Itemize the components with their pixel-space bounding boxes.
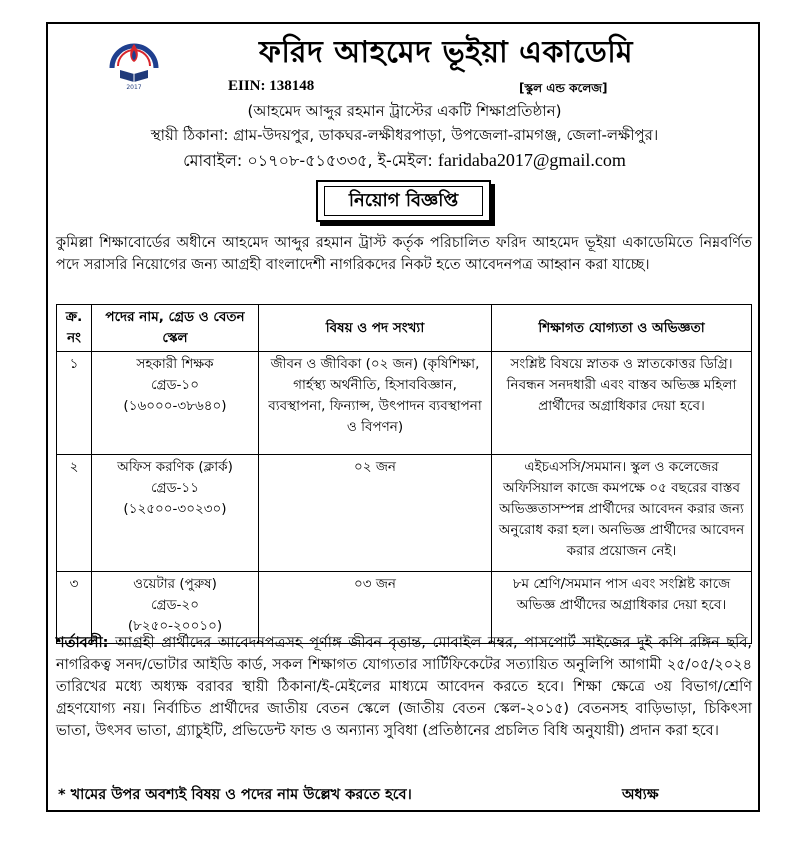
row-post-cell xyxy=(92,455,259,572)
intro-paragraph: কুমিল্লা শিক্ষাবোর্ডের অধীনে আহমেদ আব্দুর রহমান ট্রাস্ট কর্তৃক পরিচালিত ফরিদ আহমেদ ভূইয়া একাডেমিতে নিম্নবর্ণিত পদে সরাসরি নিয়োগের জন্য আগ্রহী বাংলাদেশী নাগরিকদের নিকট হতে আবেদনপত্র আহ্বান করা যাচ্ছে। xyxy=(56,235,752,273)
table-row xyxy=(57,455,752,572)
terms-label: শর্তাবলী: xyxy=(56,635,109,651)
post-grade: গ্রেড-২০ xyxy=(151,597,199,613)
post-scale: (১২৫০০-৩০২৩০) xyxy=(123,501,227,517)
notice-title: নিয়োগ বিজ্ঞপ্তি xyxy=(324,186,483,216)
post-grade: গ্রেড-১০ xyxy=(151,377,199,393)
header-subject: বিষয় ও পদ সংখ্যা xyxy=(259,305,492,352)
terms-text: আগ্রহী প্রার্থীদের আবেদনপত্রসহ পূর্ণাঙ্গ জীবন বৃত্তান্ত, মোবাইল নম্বর, পাসপোর্ট সাইজের দুই কপি রঙ্গিন ছবি, নাগরিকত্ব সনদ/ভোটার আইডি কার্ড, সকল শিক্ষাগত যোগ্যতার সার্টিফিকেটের সত্যায়িত অনুলিপি আগামী ২৫/০৫/২০২৪ তারিখের মধ্যে অধ্যক্ষ বরাবর স্থায়ী ঠিকানা/ই-মেইলের মাধ্যমে আবেদন করতে হবে। শিক্ষা ক্ষেত্রে ৩য় বিভাগ/শ্রেণি গ্রহণযোগ্য নয়। নির্বাচিত প্রার্থীদের জাতীয় বেতন স্কেলে (জাতীয় বেতন স্কেল-২০১৫) বেতনসহ বাড়িভাড়া, চিকিৎসা ভাতা, উৎসব ভাতা, গ্র্যাচুইটি, প্রভিডেন্ট ফান্ড ও অন্যান্য সুবিধা (প্রতিষ্ঠানের প্রচলিত বিধি অনুযায়ী) প্রদান করা হবে। xyxy=(56,635,753,739)
vacancy-table xyxy=(56,304,752,644)
row-qualification: ৮ম শ্রেণি/সমমান পাস এবং সংশ্লিষ্ট কাজে অভিজ্ঞ প্রার্থীদের অগ্রাধিকার দেয়া হবে। xyxy=(492,572,752,644)
header-serial: ক্র. নং xyxy=(57,305,92,352)
logo-year: 2017 xyxy=(126,84,142,90)
post-scale: (১৬০০০-৩৮৬৪০) xyxy=(123,398,227,414)
post-name: সহকারী শিক্ষক xyxy=(136,356,214,372)
contact-line xyxy=(0,148,809,175)
post-name: অফিস করণিক (ক্লার্ক) xyxy=(117,459,233,475)
row-subject: জীবন ও জীবিকা (০২ জন) (কৃষিশিক্ষা, গার্হস্থ্য অর্থনীতি, হিসাববিজ্ঞান, ব্যবস্থাপনা, ফিন্যান্স, উৎপাদন ব্যবস্থাপনা ও বিপণন) xyxy=(259,352,492,455)
terms-paragraph xyxy=(56,632,752,742)
post-scale: (৮২৫০-২০০১০) xyxy=(127,618,223,634)
row-qualification: এইচএসসি/সমমান। স্কুল ও কলেজের অফিসিয়াল কাজে কমপক্ষে ০৫ বছরের বাস্তব অভিজ্ঞতাসম্পন্ন প্রার্থীদের আবেদন করার জন্য অনুরোধ করা হল। অনভিজ্ঞ প্রার্থীদের আবেদন করার প্রয়োজন নেই। xyxy=(492,455,752,572)
row-subject: ০২ জন xyxy=(259,455,492,572)
row-subject: ০৩ জন xyxy=(259,572,492,644)
table-row xyxy=(57,352,752,455)
row-serial: ১ xyxy=(57,352,92,455)
email-link[interactable]: faridaba2017@gmail.com xyxy=(437,150,626,170)
row-serial: ৩ xyxy=(57,572,92,644)
academy-logo-icon xyxy=(104,30,164,90)
notice-title-box xyxy=(316,180,491,222)
address-line: স্থায়ী ঠিকানা: গ্রাম-উদয়পুর, ডাকঘর-লক্ষীধরপাড়া, উপজেলা-রামগঞ্জ, জেলা-লক্ষীপুর। xyxy=(150,126,659,144)
phone-text: মোবাইল: ০১৭০৮-৫১৫৩৩৫, ই-মেইল: xyxy=(183,151,433,170)
row-post-cell xyxy=(92,352,259,455)
principal-signature: অধ্যক্ষ xyxy=(622,787,659,803)
eiin-number: EIIN: 138148 xyxy=(228,78,315,94)
header-qualification: শিক্ষাগত যোগ্যতা ও অভিজ্ঞতা xyxy=(492,305,752,352)
row-qualification: সংশ্লিষ্ট বিষয়ে স্নাতক ও স্নাতকোত্তর ডিগ্রি। নিবন্ধন সনদধারী এবং বাস্তব অভিজ্ঞ মহিলা প্রার্থীদের অগ্রাধিকার দেয়া হবে। xyxy=(492,352,752,455)
table-header-row xyxy=(57,305,752,352)
header-post: পদের নাম, গ্রেড ও বেতন স্কেল xyxy=(92,305,259,352)
envelope-note: * খামের উপর অবশ্যই বিষয় ও পদের নাম উল্লেখ করতে হবে। xyxy=(58,787,412,803)
post-name: ওয়েটার (পুরুষ) xyxy=(133,576,217,592)
post-grade: গ্রেড-১১ xyxy=(151,480,199,496)
row-serial: ২ xyxy=(57,455,92,572)
trust-line: (আহমেদ আব্দুর রহমান ট্রাস্টের একটি শিক্ষাপ্রতিষ্ঠান) xyxy=(247,102,562,120)
school-type: [স্কুল এন্ড কলেজ] xyxy=(519,81,608,95)
academy-title: ফরিদ আহমেদ ভূইয়া একাডেমি xyxy=(258,35,634,70)
